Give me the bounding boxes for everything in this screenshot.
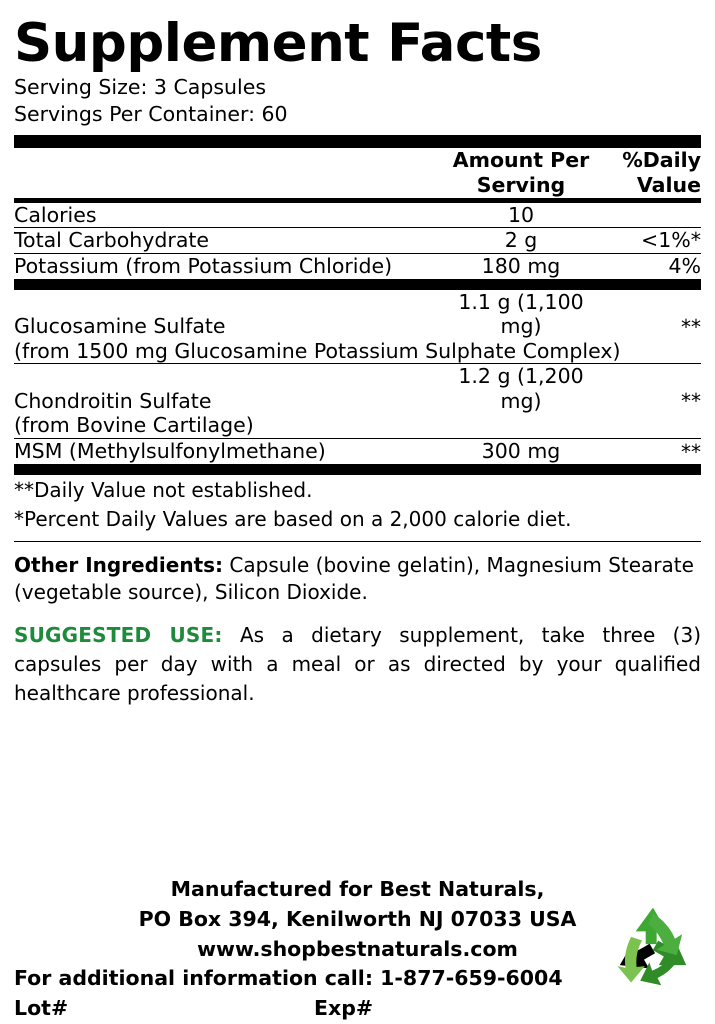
footer-website[interactable]: www.shopbestnaturals.com	[197, 936, 518, 961]
lot-exp-line	[14, 994, 701, 1020]
divider-thick-bottom	[14, 464, 701, 475]
header-spacer	[14, 148, 437, 198]
servings-per-container: Servings Per Container: 60	[14, 101, 288, 126]
divider-thick-mid	[14, 279, 701, 290]
suggested-use-text: As a dietary supplement, take three (3) capsules per day with a meal or as directed by your qualified healthcare professional.	[14, 622, 701, 705]
nutrition-table	[14, 148, 701, 198]
table-header-row	[14, 148, 701, 198]
header-daily-value: %Daily Value	[622, 147, 701, 197]
table-row-sub: (from Bovine Cartilage)	[14, 413, 701, 438]
serving-size: Serving Size: 3 Capsules	[14, 74, 267, 99]
page-title: Supplement Facts	[14, 13, 542, 74]
divider-thick-top	[14, 135, 701, 148]
footer-address: PO Box 394, Kenilworth NJ 07033 USA	[138, 906, 577, 931]
table-row: Chondroitin Sulfate 1.2 g (1,200 mg) **	[14, 364, 701, 414]
nutrition-rows-group2	[14, 290, 701, 464]
suggested-use	[14, 605, 701, 708]
table-row-sub: (from 1500 mg Glucosamine Potassium Sulphate Complex)	[14, 339, 701, 364]
footer-manufacturer: Manufactured for Best Naturals,	[170, 877, 545, 902]
footnote-daily-value: **Daily Value not established.	[14, 477, 313, 502]
other-ingredients-label: Other Ingredients:	[14, 553, 224, 578]
footer	[0, 875, 715, 1020]
footnote-percent-dv: *Percent Daily Values are based on a 2,000 calorie diet.	[14, 506, 572, 531]
other-ingredients-text: Capsule (bovine gelatin), Magnesium Stearate (vegetable source), Silicon Dioxide.	[14, 553, 694, 604]
other-ingredients	[14, 542, 701, 605]
table-row: Potassium (from Potassium Chloride) 180 mg 4%	[14, 253, 701, 278]
footer-phone: For additional information call: 1-877-659-6004	[14, 966, 563, 991]
lot-number-field: Lot#	[14, 996, 69, 1020]
header-amount-per-serving: Amount Per Serving	[452, 147, 590, 197]
table-row: Calories 10	[14, 203, 701, 228]
suggested-use-label: SUGGESTED USE:	[14, 622, 223, 647]
table-row: MSM (Methylsulfonylmethane) 300 mg **	[14, 439, 701, 464]
table-row: Glucosamine Sulfate 1.1 g (1,100 mg) **	[14, 289, 701, 339]
exp-date-field: Exp#	[314, 996, 374, 1020]
table-row: Total Carbohydrate 2 g <1%*	[14, 228, 701, 253]
nutrition-rows-group1	[14, 203, 701, 279]
